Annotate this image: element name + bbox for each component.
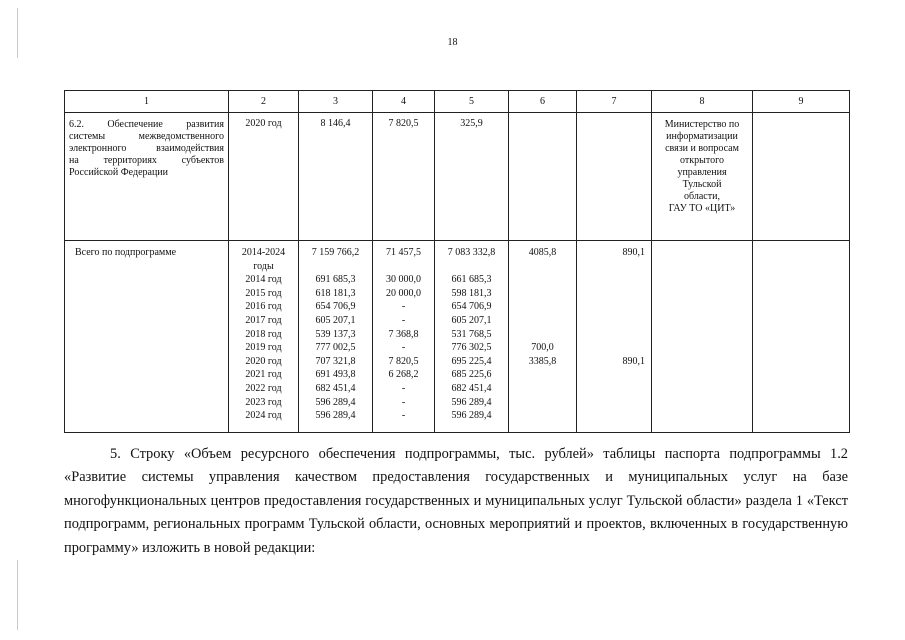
federal-amount-cell: 7 820,5 (373, 113, 435, 241)
table-value-line: 605 207,1 (315, 314, 356, 326)
table-value-line (509, 409, 576, 423)
page-number: 18 (447, 37, 458, 48)
header-cell: 9 (753, 91, 850, 113)
regional-amount-cell: 325,9 (435, 113, 509, 241)
table-value-line: 2014-2024 (241, 247, 286, 258)
amendment-paragraph (64, 443, 848, 560)
header-cell: 8 (652, 91, 753, 113)
table-value-line: 2024 год (245, 410, 282, 422)
executor-line: Министерство по (664, 119, 740, 130)
table-value-line: 685 225,6 (451, 369, 492, 381)
table-value-line (509, 382, 576, 396)
total-label-cell: Всего по подпрограмме (65, 241, 229, 433)
measure-name-line: Российской Федерации (69, 167, 169, 178)
years-cell (229, 241, 299, 433)
table-value-line: 2022 год (245, 382, 282, 394)
table-header-row (65, 91, 850, 113)
executor-line: Тульской (682, 179, 722, 190)
table-value-line (509, 328, 576, 342)
table-value-line: 596 289,4 (451, 396, 492, 408)
empty-cell (509, 113, 577, 241)
table-value-line (373, 260, 434, 274)
table-value-line (577, 396, 645, 410)
table-value-line (577, 300, 645, 314)
table-value-line: 890,1 (622, 355, 645, 367)
executor-line: управления (677, 167, 727, 178)
table-value-line: 7 820,5 (388, 355, 419, 367)
table-value-line: 2023 год (245, 396, 282, 408)
column6-amounts-cell (509, 241, 577, 433)
scan-edge-mark (17, 560, 18, 630)
table-value-line: 691 685,3 (315, 274, 356, 286)
measure-name-line: электронного взаимодействия (69, 143, 224, 154)
table-value-line: 2015 год (245, 287, 282, 299)
table-value-line: - (401, 382, 406, 394)
table-value-line: 7 159 766,2 (311, 247, 360, 258)
scan-edge-mark (17, 8, 18, 58)
table-value-line: 682 451,4 (315, 382, 356, 394)
table-value-line: 531 768,5 (451, 328, 492, 340)
table-value-line (509, 314, 576, 328)
table-value-line: 30 000,0 (386, 274, 421, 286)
table-value-line: 20 000,0 (386, 287, 421, 299)
funding-table (64, 90, 850, 433)
table-row-total (65, 241, 850, 433)
table-value-line: 539 137,3 (315, 328, 356, 340)
table-value-line (509, 396, 576, 410)
table-value-line (299, 260, 372, 274)
table-value-line (577, 314, 645, 328)
table-value-line (509, 260, 576, 274)
table-value-line: 707 321,8 (315, 355, 356, 367)
table-value-line: 2020 год (245, 355, 282, 367)
table-value-line (577, 328, 645, 342)
header-cell: 3 (299, 91, 373, 113)
table-value-line: 71 457,5 (386, 247, 421, 258)
table-value-line: 682 451,4 (451, 382, 492, 394)
table-value-line (577, 273, 645, 287)
executor-line: связи и вопросам (665, 143, 739, 154)
measure-name-line: системы межведомственного (69, 131, 224, 142)
table-value-line: 2018 год (245, 328, 282, 340)
measure-name-line: на территориях субъектов (69, 155, 224, 166)
measure-name-cell (65, 113, 229, 241)
table-value-line: 596 289,4 (315, 396, 356, 408)
empty-cell (753, 241, 850, 433)
table-value-line (509, 273, 576, 287)
header-cell: 4 (373, 91, 435, 113)
table-row-6-2 (65, 113, 850, 241)
column7-amounts-cell (577, 241, 652, 433)
empty-cell (652, 241, 753, 433)
header-cell: 5 (435, 91, 509, 113)
table-value-line: 2017 год (245, 314, 282, 326)
total-amounts-cell (299, 241, 373, 433)
table-value-line: 605 207,1 (451, 314, 492, 326)
table-value-line: 2016 год (245, 301, 282, 313)
total-amount-cell: 8 146,4 (299, 113, 373, 241)
table-value-line: 6 268,2 (388, 369, 419, 381)
table-value-line: 4085,8 (528, 247, 557, 258)
table-value-line (577, 260, 645, 274)
header-cell: 6 (509, 91, 577, 113)
executor-line: информатизации (666, 131, 738, 142)
table-value-line (435, 260, 508, 274)
table-value-line: - (401, 342, 406, 354)
table-value-line (509, 368, 576, 382)
table-value-line: 776 302,5 (451, 342, 492, 354)
federal-amounts-cell (373, 241, 435, 433)
table-value-line: 2014 год (245, 274, 282, 286)
header-cell: 2 (229, 91, 299, 113)
table-value-line (577, 382, 645, 396)
table-value-line: 3385,8 (528, 355, 557, 367)
table-value-line: - (401, 396, 406, 408)
table-value-line (577, 409, 645, 423)
table-value-line: 598 181,3 (451, 287, 492, 299)
paragraph-text: Строку «Объем ресурсного обеспечения подпрограммы, тыс. рублей» таблицы паспорта подпрограммы 1.2 «Развитие системы управления качеством предоставления государственных и муниципальных услуг на базе многофункциональных центров предоставления государственных и муниципальных услуг Тульской области» раздела 1 «Текст подпрограмм, региональных программ Тульской области, основных мероприятий и проектов, включенных в государственную программу» изложить в новой редакции: (64, 446, 848, 556)
year-cell: 2020 год (229, 113, 299, 241)
table-value-line: 596 289,4 (315, 410, 356, 422)
table-value-line: 700,0 (531, 342, 554, 354)
executor-line: области, (684, 191, 720, 202)
table-value-line (577, 341, 645, 355)
table-value-line: 661 685,3 (451, 274, 492, 286)
header-cell: 1 (65, 91, 229, 113)
table-value-line: - (401, 410, 406, 422)
table-value-line: 890,1 (622, 247, 645, 258)
responsible-executor-cell (652, 113, 753, 241)
table-value-line: 7 368,8 (388, 328, 419, 340)
executor-line: открытого (680, 155, 724, 166)
regional-amounts-cell (435, 241, 509, 433)
table-value-line: 691 493,8 (315, 369, 356, 381)
paragraph-number: 5. (110, 446, 121, 462)
table-value-line: 7 083 332,8 (447, 247, 496, 258)
table-value-line: - (401, 301, 406, 313)
table-value-line: 654 706,9 (315, 301, 356, 313)
measure-name-line: 6.2. Обеспечение развития (69, 119, 224, 130)
header-cell: 7 (577, 91, 652, 113)
empty-cell (577, 113, 652, 241)
table-value-line: 2021 год (245, 369, 282, 381)
table-value-line: - (401, 314, 406, 326)
table-value-line: 777 002,5 (315, 342, 356, 354)
table-value-line (577, 287, 645, 301)
empty-cell (753, 113, 850, 241)
table-value-line: годы (253, 260, 274, 272)
table-value-line: 596 289,4 (451, 410, 492, 422)
table-value-line: 2019 год (245, 342, 282, 354)
table-value-line (577, 368, 645, 382)
executor-line: ГАУ ТО «ЦИТ» (668, 203, 736, 214)
table-value-line: 654 706,9 (451, 301, 492, 313)
table-value-line (509, 300, 576, 314)
table-value-line: 695 225,4 (451, 355, 492, 367)
table-value-line (509, 287, 576, 301)
table-value-line: 618 181,3 (315, 287, 356, 299)
